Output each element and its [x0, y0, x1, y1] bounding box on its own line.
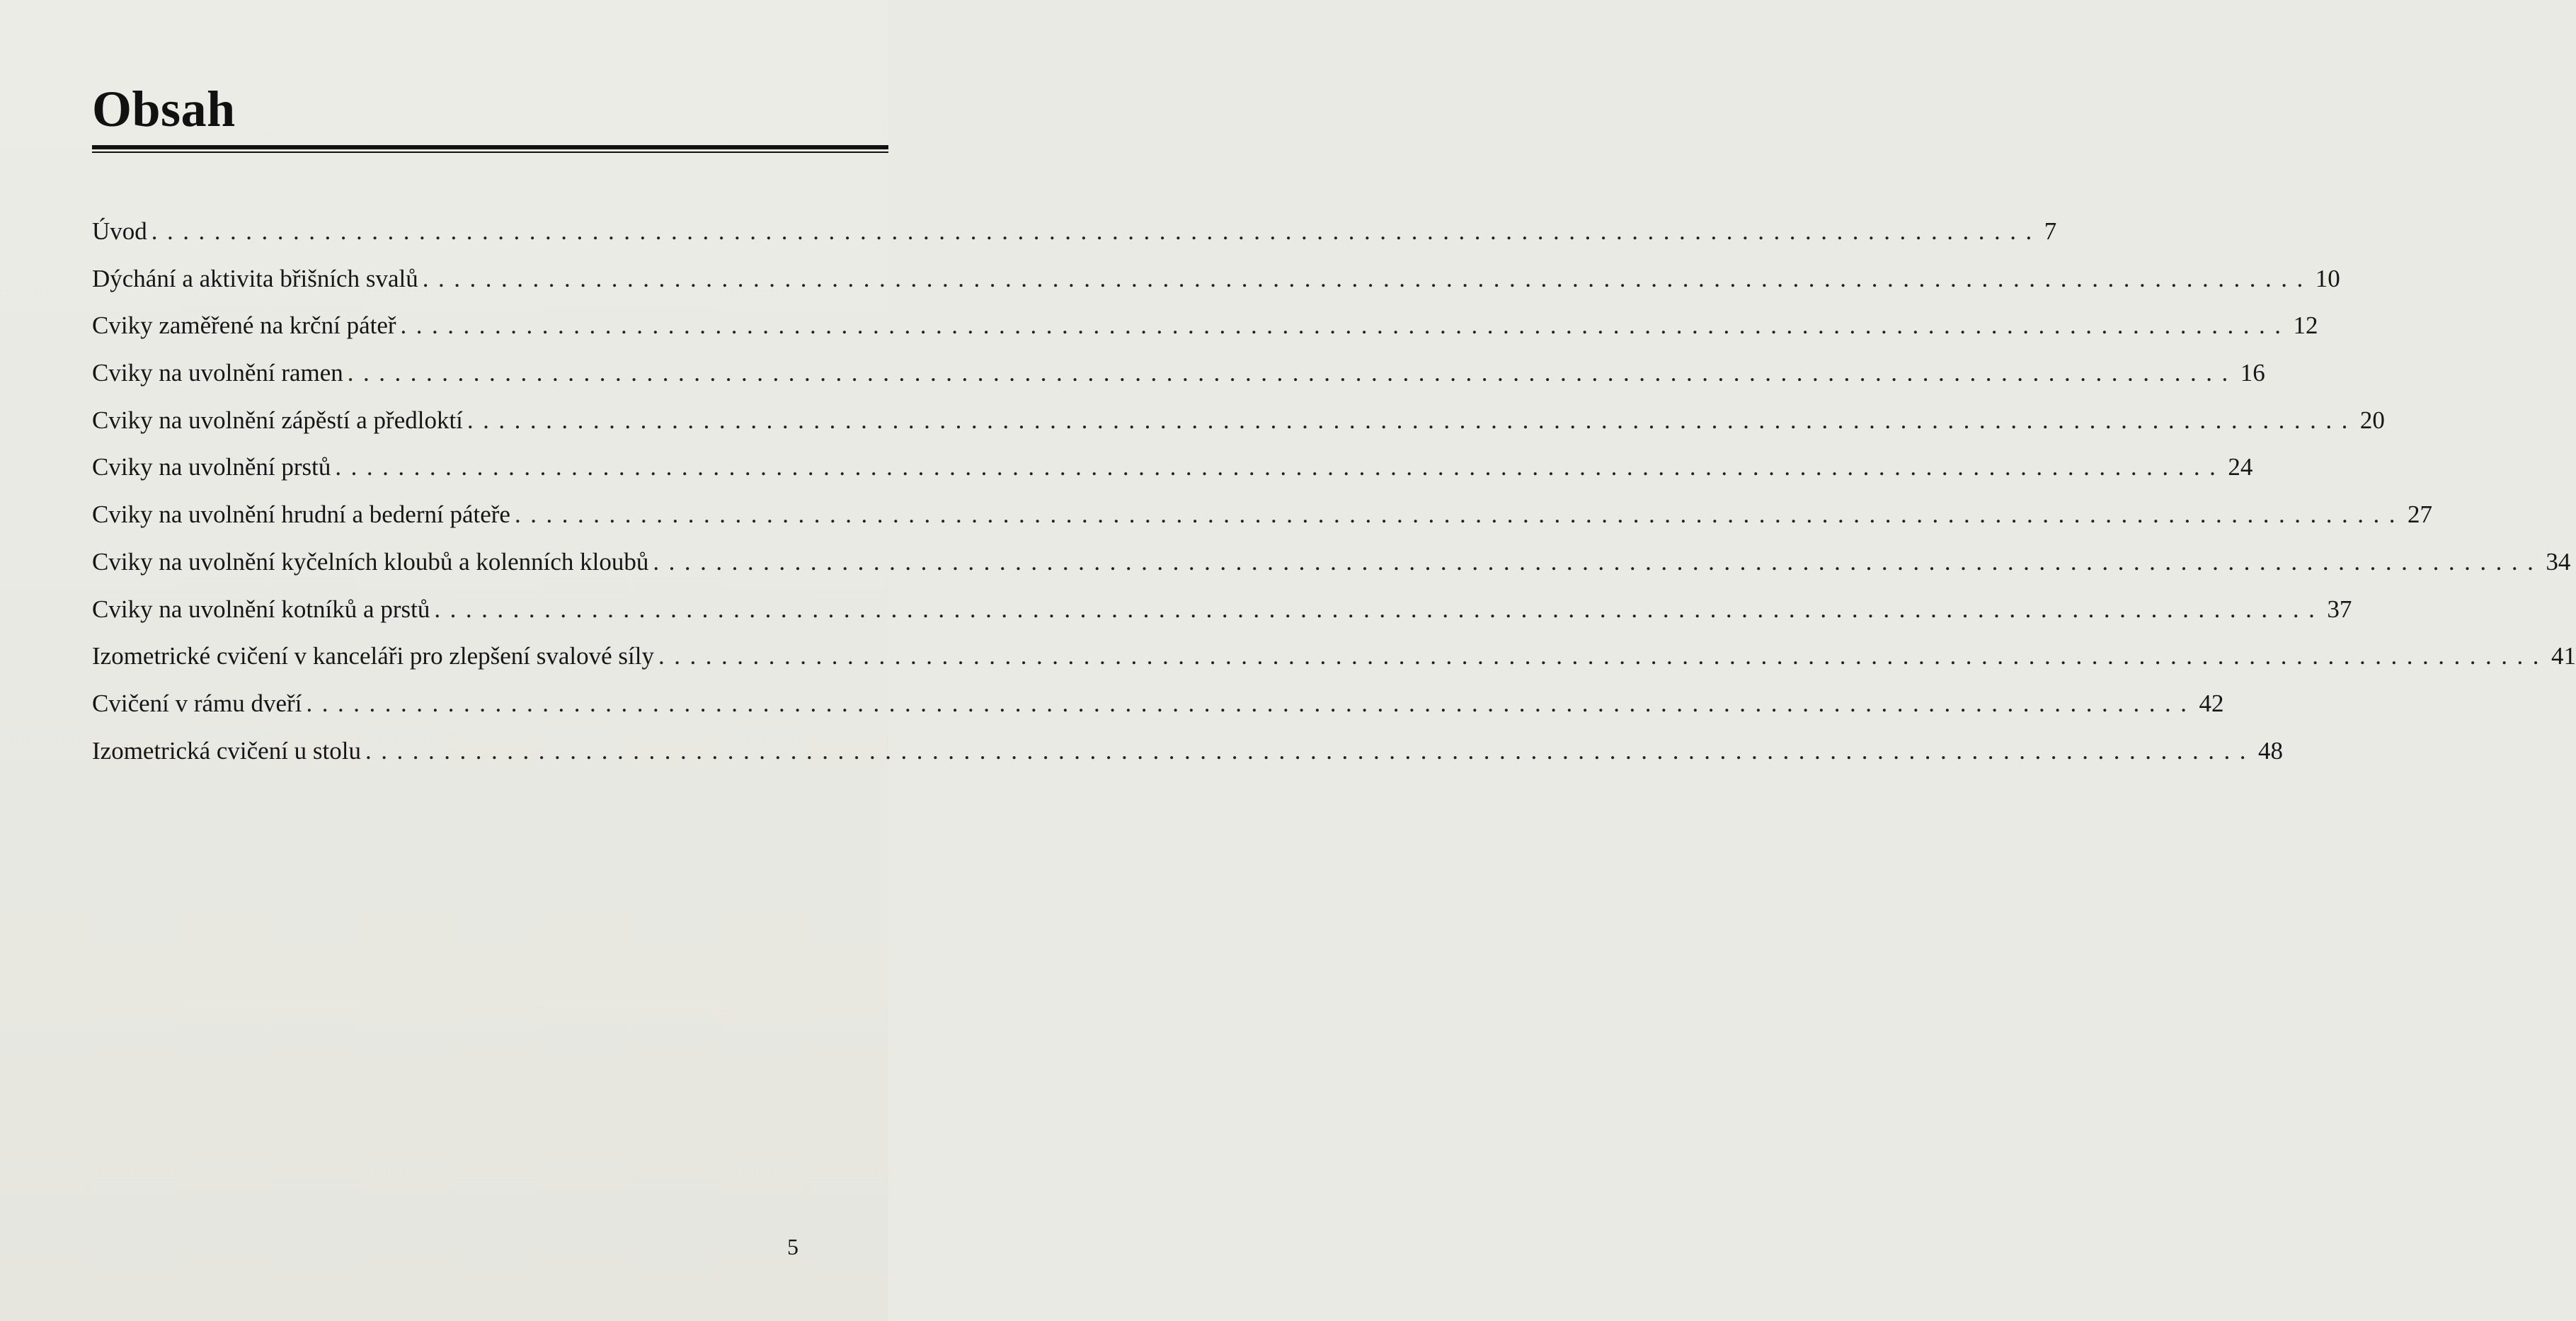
toc-entry — [92, 539, 2571, 586]
toc-entry — [92, 302, 2318, 350]
toc-entry — [92, 491, 2432, 539]
toc-entry-page: 10 — [2315, 264, 2340, 292]
toc-entry-page: 27 — [2407, 501, 2432, 529]
toc-dot-leader: ........................................................................................................................ — [347, 359, 2238, 387]
toc-dot-leader: ........................................................................................................................ — [335, 453, 2226, 481]
toc-entry — [92, 256, 2340, 303]
toc-entry-page: 42 — [2199, 689, 2224, 717]
toc-entry — [92, 586, 2352, 634]
toc-entry-title: Cviky na uvolnění kotníků a prstů — [92, 595, 430, 623]
toc-entry-title: Úvod — [92, 217, 147, 245]
toc-entry-title: Izometrické cvičení v kanceláři pro zlepšení svalové síly — [92, 642, 654, 670]
toc-entry — [92, 397, 2385, 445]
toc-entry-page: 34 — [2546, 547, 2571, 576]
toc-dot-leader: ........................................................................................................................ — [306, 689, 2197, 717]
toc-entry-title: Cviky na uvolnění prstů — [92, 453, 331, 481]
toc-entry-page: 24 — [2228, 453, 2253, 481]
toc-entry-title: Cviky zaměřené na krční páteř — [92, 311, 396, 340]
toc-entry-title: Cvičení v rámu dveří — [92, 689, 302, 717]
toc-entry-title: Dýchání a aktivita břišních svalů — [92, 264, 418, 292]
toc-entry — [92, 680, 2224, 728]
toc-entry-page: 12 — [2293, 311, 2318, 340]
toc-entry-title: Cviky na uvolnění zápěstí a předloktí — [92, 406, 463, 434]
toc-dot-leader: ........................................................................................................................ — [466, 406, 2357, 434]
title-rule-thin — [92, 151, 888, 153]
table-of-contents — [92, 208, 2576, 774]
toc-entry-page: 20 — [2359, 406, 2385, 434]
toc-dot-leader: ........................................................................................................................ — [653, 547, 2543, 576]
toc-dot-leader: ........................................................................................................................ — [434, 595, 2325, 623]
page-number: 5 — [787, 1234, 798, 1259]
toc-dot-leader: ........................................................................................................................ — [422, 264, 2313, 292]
title-rule-thick — [92, 145, 888, 149]
toc-dot-leader: ........................................................................................................................ — [514, 501, 2405, 529]
toc-entry — [92, 444, 2253, 491]
toc-dot-leader: ........................................................................................................................ — [151, 217, 2042, 245]
toc-entry — [92, 208, 2057, 256]
toc-entry-page: 37 — [2327, 595, 2352, 623]
toc-dot-leader: ........................................................................................................................ — [400, 311, 2291, 340]
toc-entry-page: 41 — [2551, 642, 2576, 670]
toc-entry-page: 48 — [2258, 736, 2283, 765]
toc-entry — [92, 633, 2576, 680]
toc-entry-title: Izometrická cvičení u stolu — [92, 736, 361, 765]
toc-entry — [92, 350, 2265, 397]
toc-entry-page: 16 — [2240, 359, 2265, 387]
toc-dot-leader: ........................................................................................................................ — [365, 736, 2255, 765]
toc-entry-page: 7 — [2044, 217, 2057, 245]
toc-entry-title: Cviky na uvolnění kyčelních kloubů a kolenních kloubů — [92, 547, 649, 576]
toc-entry-title: Cviky na uvolnění hrudní a bederní páteře — [92, 501, 510, 529]
toc-entry-title: Cviky na uvolnění ramen — [92, 359, 343, 387]
page-title: Obsah — [92, 81, 236, 137]
toc-entry — [92, 728, 2283, 775]
toc-dot-leader: ........................................................................................................................ — [658, 642, 2548, 670]
